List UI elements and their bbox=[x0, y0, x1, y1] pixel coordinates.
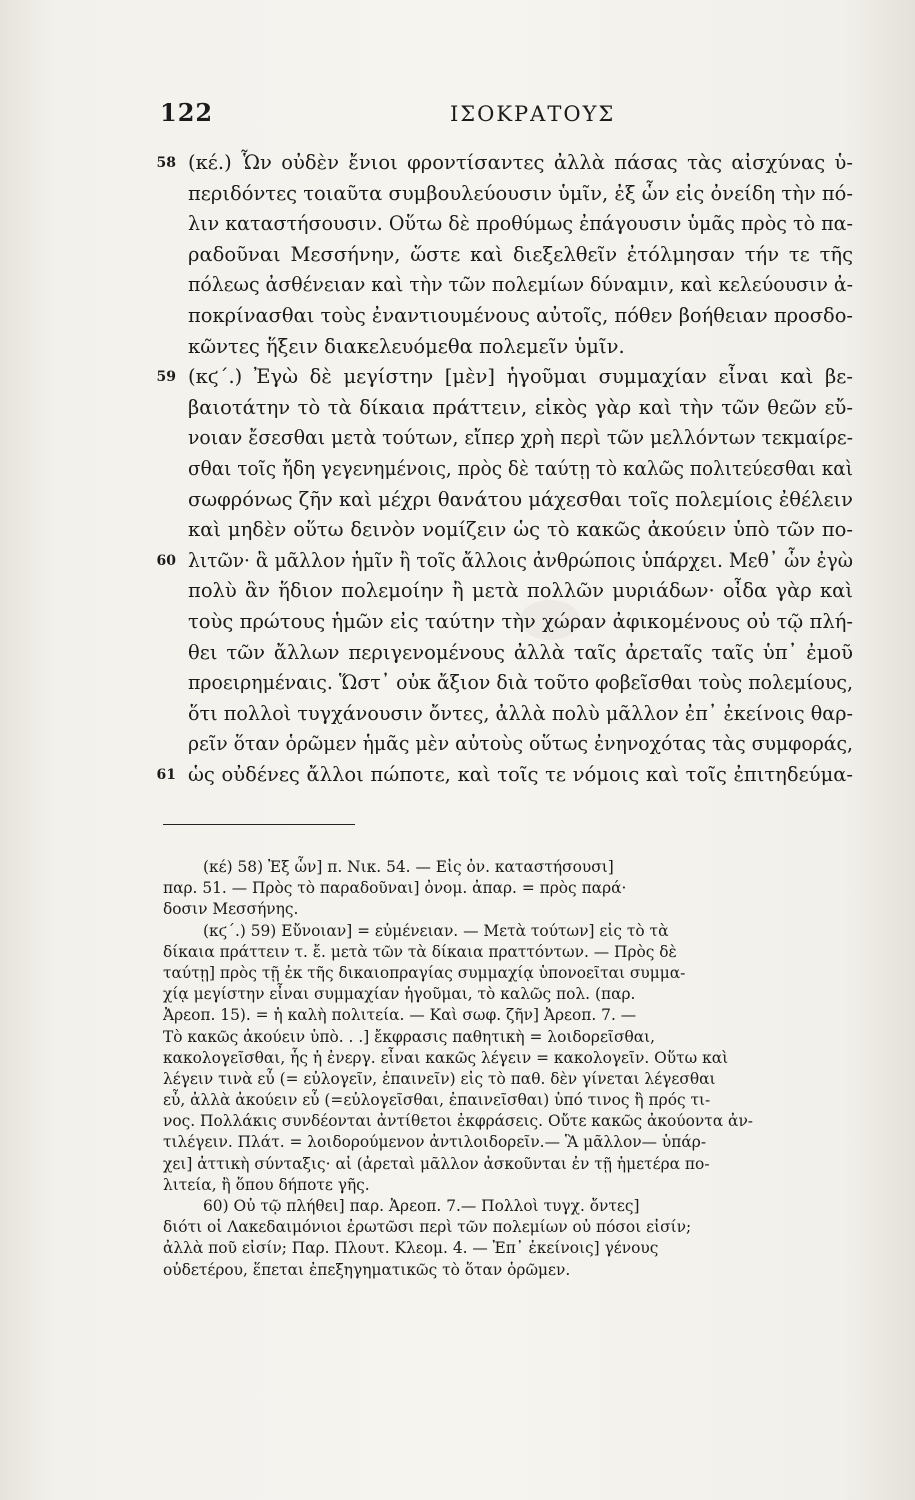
note-text: δοσιν Μεσσήνης. bbox=[163, 900, 299, 919]
text-line bbox=[188, 423, 853, 454]
line-text: καὶ μηδὲν οὕτω δεινὸν νομίζειν ὡς τὸ κακῶς ἀκούειν ὑπὸ τῶν πο- bbox=[188, 518, 853, 542]
note-text: διότι οἱ Λακεδαιμόνιοι ἐρωτῶσι περὶ τῶν πολεμίων οὐ πόσοι εἰσίν; bbox=[163, 1218, 692, 1237]
text-line bbox=[188, 393, 853, 424]
page-number: 122 bbox=[160, 98, 214, 127]
note-line bbox=[163, 1196, 863, 1217]
line-text: ποκρίνασθαι τοὺς ἐναντιουμένους αὐτοῖς, πόθεν βοήθειαν προσδο- bbox=[188, 303, 853, 327]
note-text: εὖ, ἀλλὰ ἀκούειν εὖ (=εὐλογεῖσθαι, ἐπαινεῖσθαι) ὑπό τινος ἢ πρός τι- bbox=[163, 1091, 711, 1110]
note-text: κακολογεῖσθαι, ἧς ἡ ἐνεργ. εἶναι κακῶς λέγειν = κακολογεῖν. Οὕτω καὶ bbox=[163, 1048, 729, 1067]
text-line bbox=[188, 668, 853, 699]
note-text: τιλέγειν. Πλάτ. = λοιδορούμενον ἀντιλοιδορεῖν.— Ἃ μᾶλλον— ὑπάρ- bbox=[163, 1133, 707, 1152]
line-text: πολὺ ἂν ἥδιον πολεμοίην ἢ μετὰ πολλῶν μυριάδων· οἶδα γὰρ καὶ bbox=[188, 579, 853, 603]
line-text: κῶντες ἥξειν διακελευόμεθα πολεμεῖν ὑμῖν. bbox=[188, 334, 625, 358]
note-line bbox=[163, 878, 863, 899]
line-text: θει τῶν ἄλλων περιγενομένους ἀλλὰ ταῖς ἀρεταῖς ταῖς ὑπ᾽ ἐμοῦ bbox=[188, 640, 853, 664]
line-text: ρεῖν ὅταν ὁρῶμεν ἡμᾶς μὲν αὐτοὺς οὕτως ἐνηνοχότας τὰς συμφοράς, bbox=[188, 732, 853, 756]
note-line bbox=[163, 1238, 863, 1259]
text-line bbox=[188, 485, 853, 516]
text-line bbox=[188, 270, 853, 301]
note-text: (κϛ΄.) 59) Εὔνοιαν] = εὐμένειαν. — Μετὰ τούτων] εἰς τὸ τὰ bbox=[203, 921, 669, 940]
note-line bbox=[163, 921, 863, 942]
note-text: ταύτῃ] πρὸς τῇ ἐκ τῆς δικαιοπραγίας συμμαχίᾳ ὑπονοεῖται συμμα- bbox=[163, 963, 686, 982]
main-text bbox=[156, 148, 853, 790]
line-text: τοὺς πρώτους ἡμῶν εἰς ταύτην τὴν χώραν ἀφικομένους οὐ τῷ πλή- bbox=[188, 609, 853, 633]
note-line bbox=[163, 1217, 863, 1238]
note-text: παρ. 51. — Πρὸς τὸ παραδοῦναι] ὀνομ. ἀπαρ. = πρὸς παρά· bbox=[163, 879, 627, 898]
text-line bbox=[188, 332, 853, 363]
note-line bbox=[163, 1005, 863, 1026]
line-text: (κέ.) Ὧν οὐδὲν ἔνιοι φροντίσαντες ἀλλὰ πάσας τὰς αἰσχύνας ὑ- bbox=[188, 151, 853, 174]
note-line bbox=[163, 1260, 863, 1281]
text-line bbox=[188, 240, 853, 271]
text-line bbox=[156, 760, 853, 791]
text-line bbox=[156, 148, 853, 179]
note-line bbox=[163, 963, 863, 984]
text-line bbox=[156, 546, 853, 577]
note-line bbox=[163, 1069, 863, 1090]
note-text: χει] ἀττικὴ σύνταξις· αἱ (ἀρεταὶ μᾶλλον ἀσκοῦνται ἐν τῇ ἡμετέρα πο- bbox=[163, 1154, 710, 1173]
line-text: βαιοτάτην τὸ τὰ δίκαια πράττειν, εἰκὸς γὰρ καὶ τὴν τῶν θεῶν εὔ- bbox=[188, 395, 853, 419]
running-head: ΙΣΟΚΡΑΤΟΥΣ bbox=[450, 102, 616, 126]
note-line bbox=[163, 899, 863, 920]
text-line bbox=[188, 209, 853, 240]
page-header bbox=[160, 98, 780, 134]
text-line bbox=[188, 699, 853, 730]
text-line bbox=[188, 179, 853, 210]
footnote-rule bbox=[163, 824, 355, 825]
section-number: 59 bbox=[156, 369, 176, 386]
note-line bbox=[163, 1090, 863, 1111]
text-line bbox=[188, 515, 853, 546]
section-number: 58 bbox=[156, 155, 176, 171]
line-text: ραδοῦναι Μεσσήνην, ὥστε καὶ διεξελθεῖν ἐτόλμησαν τήν τε τῆς bbox=[188, 242, 853, 266]
note-text: οὐδετέρου, ἕπεται ἐπεξηγηματικῶς τὸ ὅταν ὁρῶμεν. bbox=[163, 1260, 571, 1279]
line-text: ὅτι πολλοὶ τυγχάνουσιν ὄντες, ἀλλὰ πολὺ μᾶλλον ἐπ᾽ ἐκείνοις θαρ- bbox=[188, 701, 853, 725]
line-text: λιτῶν· ἃ μᾶλλον ἡμῖν ἢ τοῖς ἄλλοις ἀνθρώποις ὑπάρχει. Μεθ᾽ ὧν ἐγὼ bbox=[188, 548, 853, 572]
text-line bbox=[188, 301, 853, 332]
line-text: νοιαν ἔσεσθαι μετὰ τούτων, εἴπερ χρὴ περὶ τῶν μελλόντων τεκμαίρε- bbox=[188, 426, 853, 450]
note-text: χίᾳ μεγίστην εἶναι συμμαχίαν ἡγοῦμαι, τὸ καλῶς πολ. (παρ. bbox=[163, 985, 636, 1004]
note-line bbox=[163, 1048, 863, 1069]
commentary-notes bbox=[163, 857, 863, 1281]
note-line bbox=[163, 1027, 863, 1048]
text-line bbox=[188, 729, 853, 760]
note-text: (κέ) 58) Ἐξ ὧν] π. Νικ. 54. — Εἰς ὀν. καταστήσουσι] bbox=[203, 858, 614, 876]
note-text: ἀλλὰ ποῦ εἰσίν; Παρ. Πλουτ. Κλεομ. 4. — Ἐπ᾽ ἐκείνοις] γένους bbox=[163, 1239, 659, 1258]
note-text: δίκαια πράττειν τ. ἔ. μετὰ τῶν τὰ δίκαια πραττόντων. — Πρὸς δὲ bbox=[163, 942, 677, 961]
note-line bbox=[163, 942, 863, 963]
line-text: λιν καταστήσουσιν. Οὕτω δὲ προθύμως ἐπάγουσιν ὑμᾶς πρὸς τὸ πα- bbox=[188, 212, 853, 236]
note-text: νος. Πολλάκις συνδέονται ἀντίθετοι ἐκφράσεις. Οὔτε κακῶς ἀκούοντα ἀν- bbox=[163, 1112, 754, 1131]
line-text: προειρημέναις. Ὥστ᾽ οὐκ ἄξιον διὰ τοῦτο φοβεῖσθαι τοὺς πολεμίους, bbox=[188, 671, 853, 695]
text-line bbox=[188, 638, 853, 669]
text-line bbox=[188, 607, 853, 638]
line-text: ὡς οὐδένες ἄλλοι πώποτε, καὶ τοῖς τε νόμοις καὶ τοῖς ἐπιτηδεύμα- bbox=[188, 762, 853, 786]
note-text: Ἀρεοπ. 15). = ἡ καλὴ πολιτεία. — Καὶ σωφ. ζῆν] Ἀρεοπ. 7. — bbox=[163, 1006, 637, 1025]
note-text: λέγειν τινὰ εὖ (= εὐλογεῖν, ἐπαινεῖν) εἰς τὸ παθ. δὲν γίνεται λέγεσθαι bbox=[163, 1069, 716, 1088]
text-line bbox=[156, 362, 853, 393]
text-line bbox=[188, 454, 853, 485]
note-line bbox=[163, 1132, 863, 1153]
line-text: σθαι τοῖς ἤδη γεγενημένοις, πρὸς δὲ ταύτῃ τὸ καλῶς πολιτεύεσθαι καὶ bbox=[188, 456, 853, 480]
note-line bbox=[163, 1154, 863, 1175]
note-text: λιτεία, ἢ ὅπου δήποτε γῆς. bbox=[163, 1175, 370, 1194]
line-text: (κϛ΄.) Ἐγὼ δὲ μεγίστην [μὲν] ἡγοῦμαι συμμαχίαν εἶναι καὶ βε- bbox=[188, 365, 853, 389]
note-text: Τὸ κακῶς ἀκούειν ὑπὸ. . .] ἔκφρασις παθητικὴ = λοιδορεῖσθαι, bbox=[163, 1027, 656, 1046]
line-text: περιδόντες τοιαῦτα συμβουλεύουσιν ὑμῖν, ἐξ ὧν εἰς ὀνείδη τὴν πό- bbox=[188, 181, 853, 205]
line-text: σωφρόνως ζῆν καὶ μέχρι θανάτου μάχεσθαι τοῖς πολεμίοις ἐθέλειν bbox=[188, 487, 853, 511]
text-line bbox=[188, 576, 853, 607]
section-number: 61 bbox=[156, 766, 176, 783]
note-line bbox=[163, 984, 863, 1005]
line-text: πόλεως ἀσθένειαν καὶ τὴν τῶν πολεμίων δύναμιν, καὶ κελεύουσιν ἀ- bbox=[188, 273, 853, 297]
note-text: 60) Οὐ τῷ πλήθει] παρ. Ἀρεοπ. 7.— Πολλοὶ τυγχ. ὄντες] bbox=[203, 1197, 640, 1215]
note-line bbox=[163, 857, 863, 878]
note-line bbox=[163, 1111, 863, 1132]
section-number: 60 bbox=[156, 552, 176, 569]
note-line bbox=[163, 1175, 863, 1196]
